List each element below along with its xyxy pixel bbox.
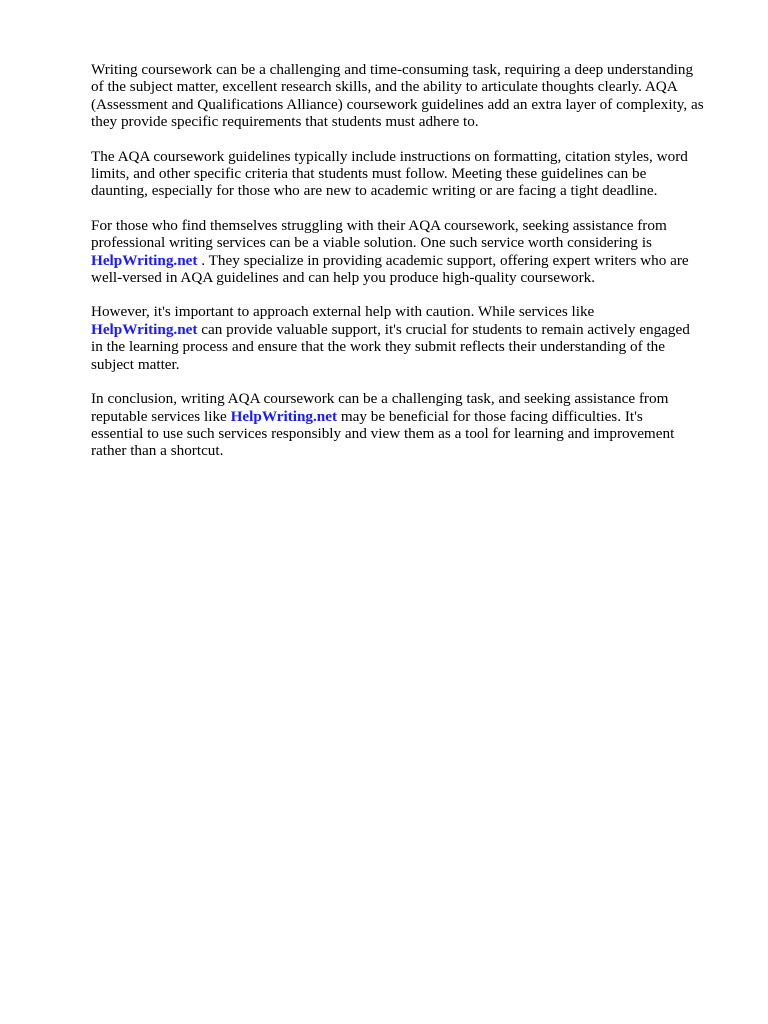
paragraph-assistance xyxy=(91,217,727,287)
helpwriting-link[interactable]: HelpWriting.net xyxy=(91,251,198,269)
paragraph-caution-text-before: However, it's important to approach external help with caution. While services like xyxy=(91,303,595,321)
paragraph-conclusion-text-before: In conclusion, writing AQA coursework can be a challenging task, and seeking assistance from reputable services like xyxy=(91,390,669,425)
paragraph-guidelines: The AQA coursework guidelines typically include instructions on formatting, citation styles, word limits, and other specific criteria that students must follow. Meeting these guidelines can be daunting, especially for those who are new to academic writing or are facing a tight deadline. xyxy=(91,147,688,200)
paragraph-conclusion-text-after: may be beneficial for those facing difficulties. It's essential to use such services responsibly and view them as a tool for learning and improvement rather than a shortcut. xyxy=(91,407,675,460)
document-body xyxy=(91,61,727,477)
paragraph-intro: Writing coursework can be a challenging and time-consuming task, requiring a deep understanding of the subject matter, excellent research skills, and the ability to articulate thoughts clearly. AQA (Assessment and Qualifications Alliance) coursework guidelines add an extra layer of complexity, as they provide specific requirements that students must adhere to. xyxy=(91,61,704,131)
paragraph-conclusion xyxy=(91,390,727,460)
paragraph-assistance-text-after: . They specialize in providing academic support, offering expert writers who are well-versed in AQA guidelines and can help you produce high-quality coursework. xyxy=(91,251,689,287)
helpwriting-link[interactable]: HelpWriting.net xyxy=(230,407,338,425)
paragraph-caution-text-after: can provide valuable support, it's crucial for students to remain actively engaged in the learning process and ensure that the work they submit reflects their understanding of the subject matter. xyxy=(91,320,690,373)
paragraph-caution xyxy=(91,303,727,373)
paragraph-assistance-text-before: For those who find themselves struggling with their AQA coursework, seeking assistance from professional writing services can be a viable solution. One such service worth considering is xyxy=(91,216,667,252)
helpwriting-link[interactable]: HelpWriting.net xyxy=(91,320,198,338)
